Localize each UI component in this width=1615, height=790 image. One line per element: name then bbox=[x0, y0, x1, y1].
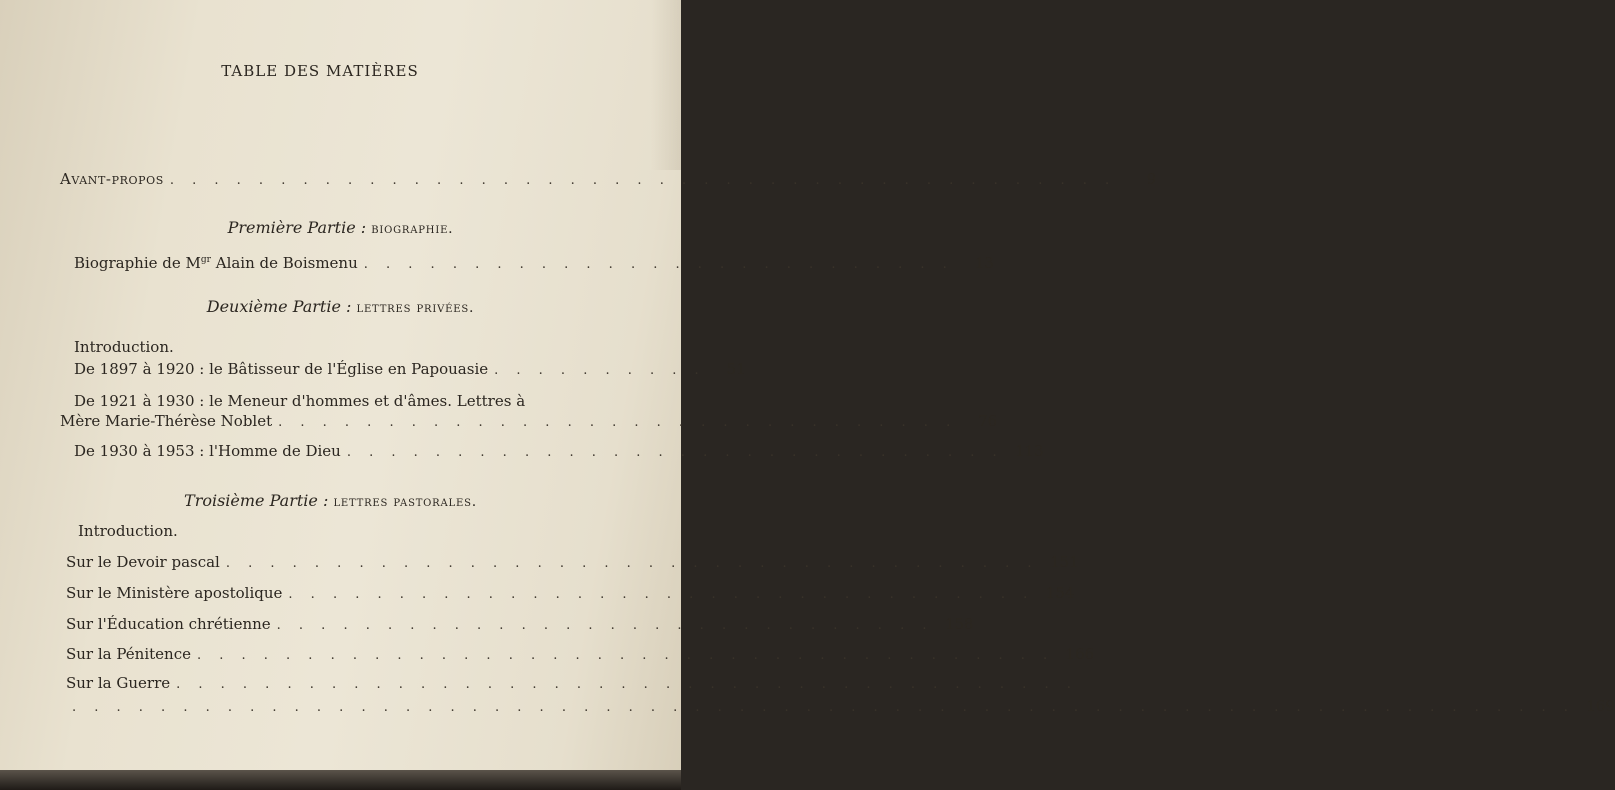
toc-entry-label: Sur le Ministère apostolique bbox=[66, 584, 283, 602]
toc-page-number: 9 bbox=[1146, 170, 1157, 188]
toc-intro-label: Introduction. bbox=[74, 338, 174, 356]
toc-intro-label: Introduction. bbox=[78, 522, 178, 540]
toc-entry-label: De 1921 à 1930 : le Meneur d'hommes et d'âmes. Lettres à bbox=[74, 392, 526, 410]
toc-entry-label: Sur le Devoir pascal bbox=[66, 553, 220, 571]
toc-page-number: 51 bbox=[726, 360, 746, 378]
leader-dots: . . . . . . . . . . . . . . . . . . . . . . . . . . . . . . . . . . . . . bbox=[225, 556, 1039, 571]
part-heading-3 bbox=[0, 491, 671, 510]
leader-dots: . . . . . . . . . . bbox=[494, 363, 706, 378]
leader-dots: . . . . . . . . . . . . . . . . . . . . . . . . . . . bbox=[363, 257, 954, 272]
part-heading-italic: Troisième Partie : bbox=[184, 491, 329, 510]
toc-entry-education bbox=[66, 615, 974, 637]
toc-entry-avant-propos bbox=[60, 170, 1157, 192]
toc-entry-penitence bbox=[66, 645, 1095, 667]
toc-page-number: 76 bbox=[978, 412, 998, 430]
leader-dots: . . . . . . . . . . . . . . . . . . . . . . . . . . . . . . . . . . . . . . . . . . . . . . . . . . . . . . . . . . . . . . . . . . . . bbox=[72, 700, 1575, 715]
leader-dots: . . . . . . . . . . . . . . . . . . . . . . . . . . . . . . . . . . bbox=[288, 587, 1035, 602]
leader-dots: . . . . . . . . . . . . . . . . . . . . . . . . . . . . . . bbox=[276, 618, 934, 633]
toc-title: TABLE DES MATIÈRES bbox=[221, 62, 419, 80]
toc-entry-label: Avant-propos bbox=[60, 170, 164, 188]
toc-page-number: 151 bbox=[1049, 553, 1079, 571]
toc-entry-label: Sur la Guerre bbox=[66, 674, 171, 692]
toc-entry-letter-1897 bbox=[74, 360, 746, 382]
toc-page-number: 13 bbox=[974, 254, 994, 272]
book-bottom-edge bbox=[0, 770, 681, 790]
toc-entry-label: Sur l'Éducation chrétienne bbox=[66, 615, 271, 633]
part-heading-italic: Première Partie : bbox=[227, 218, 367, 237]
toc-entry-devoir-pascal bbox=[66, 553, 1079, 575]
toc-entry-label: De 1897 à 1920 : le Bâtisseur de l'Église en Papouasie bbox=[74, 360, 489, 378]
part-heading-caps: lettres privées. bbox=[356, 300, 475, 316]
leader-dots: . . . . . . . . . . . . . . . . . . . . . . . . . . . . . . . . . . . . . . . . . . . bbox=[169, 173, 1117, 188]
toc-entry-label: Sur la Pénitence bbox=[66, 645, 191, 663]
toc-page-number: 154 bbox=[1045, 584, 1075, 602]
leader-dots: . . . . . . . . . . . . . . . . . . . . . . . . . . . . . . . . . . . . . . . . . bbox=[176, 677, 1078, 692]
toc-page-number: 158 bbox=[944, 615, 974, 633]
page-bleed-shadow bbox=[651, 0, 681, 170]
toc-entry-letter-1930 bbox=[74, 442, 1044, 464]
part-heading-caps: lettres pastorales. bbox=[333, 494, 477, 510]
toc-page-number: 169 bbox=[1586, 697, 1615, 715]
leader-dots: . . . . . . . . . . . . . . . . . . . . . . . . . . . . . . bbox=[346, 445, 1004, 460]
toc-entry-label: Biographie de $M^{gr}$ Alain de Boismenu bbox=[74, 254, 358, 272]
part-heading-1 bbox=[0, 218, 681, 237]
leader-dots: . . . . . . . . . . . . . . . . . . . . . . . . . . . . . . . bbox=[278, 415, 958, 430]
toc-entry-label: Mère Marie-Thérèse Noblet bbox=[60, 412, 273, 430]
toc-entry-ministere bbox=[66, 584, 1075, 606]
toc-entry-label: De 1930 à 1953 : l'Homme de Dieu bbox=[74, 442, 341, 460]
toc-entry-continuation bbox=[66, 697, 1615, 719]
toc-entry-letter-1921 bbox=[60, 412, 998, 434]
toc-page-number: 166 bbox=[1065, 645, 1095, 663]
toc-page-number: 113 bbox=[1015, 442, 1044, 460]
toc-entry-biographie bbox=[74, 254, 994, 276]
part-heading-caps: biographie. bbox=[371, 221, 454, 237]
part-heading-italic: Deuxième Partie : bbox=[206, 297, 352, 316]
part-heading-2 bbox=[0, 297, 681, 316]
toc-entry-guerre bbox=[66, 674, 1078, 696]
leader-dots: . . . . . . . . . . . . . . . . . . . . . . . . . . . . . . . . . . . . . . . bbox=[196, 648, 1055, 663]
